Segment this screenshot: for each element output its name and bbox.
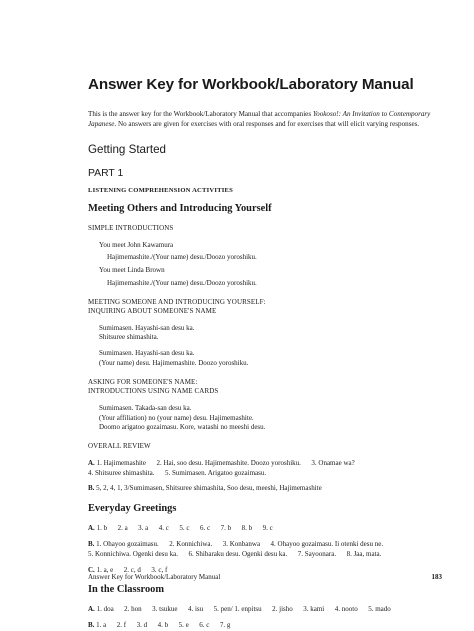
section-heading-classroom: In the Classroom — [88, 584, 165, 596]
answer-line: Hajimemashite./(Your name) desu./Doozo yoroshiku. — [107, 253, 257, 262]
answer-text: 1. Ohayoo gozaimasu. 2. Konnichiwa. 3. Konbanwa 4. Ohayoo gozaimasu. Ii otenki desu ne. — [94, 539, 384, 548]
intro-text-1: This is the answer key for the Workbook/Laboratory Manual that accompanies — [88, 110, 313, 118]
item-label: A. — [88, 458, 95, 467]
answer-text: 1. a, e 2. c, d 3. c, f — [94, 565, 168, 574]
subsection-asking-name: ASKING FOR SOMEONE'S NAME: — [88, 377, 198, 386]
item-label: A. — [88, 605, 95, 614]
document-page — [88, 76, 442, 631]
answer-line: Sumimasen. Hayashi-san desu ka. — [99, 349, 195, 358]
answer-line-b — [88, 621, 442, 631]
answer-line: You meet John Kawamura — [99, 240, 174, 249]
page-number: 183 — [431, 573, 442, 581]
answer-line: You meet Linda Brown — [99, 266, 165, 275]
subsection-simple-introductions: SIMPLE INTRODUCTIONS — [88, 224, 174, 232]
answer-line: Shitsuree shimashita. — [99, 333, 159, 342]
answer-text: 1. a 2. f 3. d 4. b 5. e 6. c 7. g — [94, 621, 231, 630]
answer-line-a — [88, 459, 442, 469]
section-heading-greetings: Everyday Greetings — [88, 503, 177, 515]
answer-text: 5, 2, 4, 1, 3/Sumimasen, Shitsuree shimashita, Soo desu, meeshi, Hajimemashite — [94, 484, 322, 493]
answer-text: 1. b 2. a 3. a 4. c 5. c 6. c 7. b 8. b 9. c — [94, 524, 273, 533]
intro-text-2: . No answers are given for exercises with oral responses and for exercises that will elicit varying responses. — [114, 120, 420, 128]
answer-line-a — [88, 524, 442, 534]
answer-text: 1. Hajimemashite 2. Hai, soo desu. Hajimemashite. Doozo yoroshiku. 3. Onamae wa? — [94, 458, 355, 467]
answer-text: 1. doa 2. hon 3. tsukue 4. isu 5. pen/ 1. enpitsu 2. jisho 3. kami 4. nooto 5. mado — [94, 605, 391, 614]
footer-title: Answer Key for Workbook/Laboratory Manual — [88, 573, 221, 581]
answer-line: 4. Shitsuree shimashita. 5. Sumimasen. Arigatoo gozaimasu. — [88, 468, 267, 477]
intro-paragraph — [88, 109, 442, 129]
subsection-name-cards: INTRODUCTIONS USING NAME CARDS — [88, 387, 219, 396]
item-label: B. — [88, 621, 95, 630]
answer-line-a — [88, 605, 442, 615]
answer-line: (Your affiliation) no (your name) desu. Hajimemashite. — [99, 413, 254, 422]
intro-book-title: Yookoso!: An Invitation to Contemporary Japanese — [88, 110, 431, 128]
item-label: B. — [88, 539, 95, 548]
item-label: B. — [88, 484, 95, 493]
chapter-heading: Getting Started — [88, 143, 166, 156]
section-heading-meeting: Meeting Others and Introducing Yourself — [88, 203, 272, 214]
answer-line: Doomo arigatoo gozaimasu. Kore, watashi no meeshi desu. — [99, 423, 266, 432]
subsection-inquiring-name: INQUIRING ABOUT SOMEONE'S NAME — [88, 307, 217, 316]
answer-line: 5. Konnichiwa. Ogenki desu ka. 6. Shibaraku desu. Ogenki desu ka. 7. Sayoonara. 8. Jaa, mata. — [88, 549, 382, 558]
answer-line-b — [88, 484, 442, 494]
answer-line-b — [88, 540, 442, 550]
activities-heading: LISTENING COMPREHENSION ACTIVITIES — [88, 187, 233, 194]
answer-line: Sumimasen. Hayashi-san desu ka. — [99, 323, 195, 332]
answer-line: Hajimemashite./(Your name) desu./Doozo yoroshiku. — [107, 278, 257, 287]
document-title: Answer Key for Workbook/Laboratory Manual — [88, 76, 414, 93]
subsection-meeting-someone: MEETING SOMEONE AND INTRODUCING YOURSELF: — [88, 297, 266, 306]
subsection-overall-review: OVERALL REVIEW — [88, 442, 151, 451]
item-label: C. — [88, 565, 95, 574]
answer-line: Sumimasen. Takada-san desu ka. — [99, 403, 192, 412]
answer-line: (Your name) desu. Hajimemashite. Doozo yoroshiku. — [99, 359, 249, 368]
part-heading: PART 1 — [88, 168, 124, 179]
item-label: A. — [88, 524, 95, 533]
page-footer — [88, 573, 442, 581]
